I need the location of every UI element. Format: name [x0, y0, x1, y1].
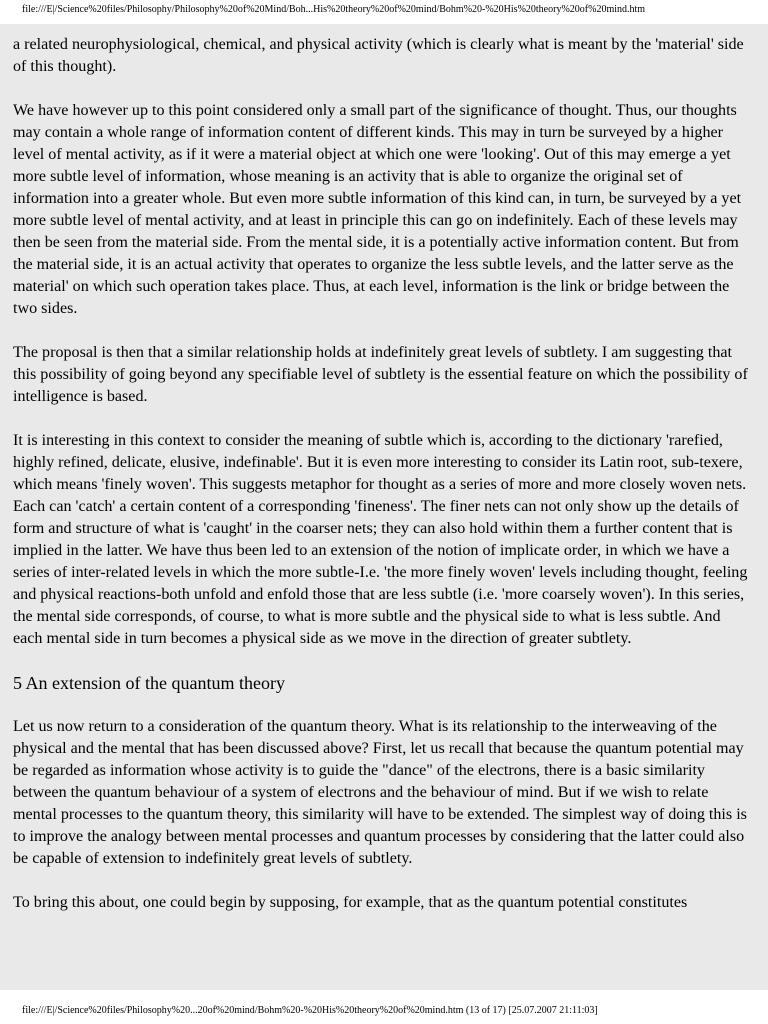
- paragraph: To bring this about, one could begin by supposing, for example, that as the quantum potential constitutes: [13, 894, 688, 911]
- header-file-path: file:///E|/Science%20files/Philosophy/Philosophy%20of%20Mind/Boh...His%20theory%20of%20mind/Bohm%20-%20His%20theory%20of%20mind.htm: [22, 4, 646, 15]
- document-content: [0, 24, 768, 990]
- paragraph: It is interesting in this context to consider the meaning of subtle which is, according to the dictionary 'rarefied, highly refined, delicate, elusive, indefinable'. But it is even more interesting to consider its Latin root, sub-texere, which means 'finely woven'. This suggests metaphor for thought as a series of more and more closely woven nets. Each can 'catch' a certain content of a corresponding 'fineness'. The finer nets can not only show up the details of form and structure of what is 'caught' in the coarser nets; they can also hold within them a further content that is implied in the latter. We have thus been led to an extension of the notion of implicate order, in which we have a series of inter-related levels in which the more subtle-I.e. 'the more finely woven' levels including thought, feeling and physical reactions-both unfold and enfold those that are less subtle (i.e. 'more coarsely woven'). In this series, the mental side corresponds, of course, to what is more subtle and the physical side to what is less subtle. And each mental side in turn becomes a physical side as we move in the direction of greater subtlety.: [13, 432, 748, 647]
- paragraph: a related neurophysiological, chemical, and physical activity (which is clearly what is meant by the 'material' side of this thought).: [13, 36, 744, 75]
- footer-file-path: file:///E|/Science%20files/Philosophy%20...20of%20mind/Bohm%20-%20His%20theory%20of%20mind.htm (13 of 17) [25.07.2007 21:11:03]: [22, 1005, 598, 1016]
- section-heading: 5 An extension of the quantum theory: [13, 673, 285, 693]
- paragraph: Let us now return to a consideration of the quantum theory. What is its relationship to the interweaving of the physical and the mental that has been discussed above? First, let us recall that because the quantum potential may be regarded as information whose activity is to guide the "dance" of the electrons, there is a basic similarity between the quantum behaviour of a system of electrons and the behaviour of mind. But if we wish to relate mental processes to the quantum theory, this similarity will have to be extended. The simplest way of doing this is to improve the analogy between mental processes and quantum processes by considering that the latter could also be capable of extension to indefinitely great levels of subtlety.: [13, 718, 747, 867]
- paragraph: The proposal is then that a similar relationship holds at indefinitely great levels of subtlety. I am suggesting that this possibility of going beyond any specifiable level of subtlety is the essential feature on which the possibility of intelligence is based.: [13, 344, 748, 405]
- paragraph: We have however up to this point considered only a small part of the significance of thought. Thus, our thoughts may contain a whole range of information content of different kinds. This may in turn be surveyed by a higher level of mental activity, as if it were a material object at which one were 'looking'. Out of this may emerge a yet more subtle level of information, whose meaning is an activity that is able to organize the original set of information into a greater whole. But even more subtle information of this kind can, in turn, be surveyed by a yet more subtle level of mental activity, and at least in principle this can go on indefinitely. Each of these levels may then be seen from the material side. From the mental side, it is a potentially active information content. But from the material side, it is an actual activity that operates to organize the less subtle levels, and the latter serve as the material' on which such operation takes place. Thus, at each level, information is the link or bridge between the two sides.: [13, 102, 742, 317]
